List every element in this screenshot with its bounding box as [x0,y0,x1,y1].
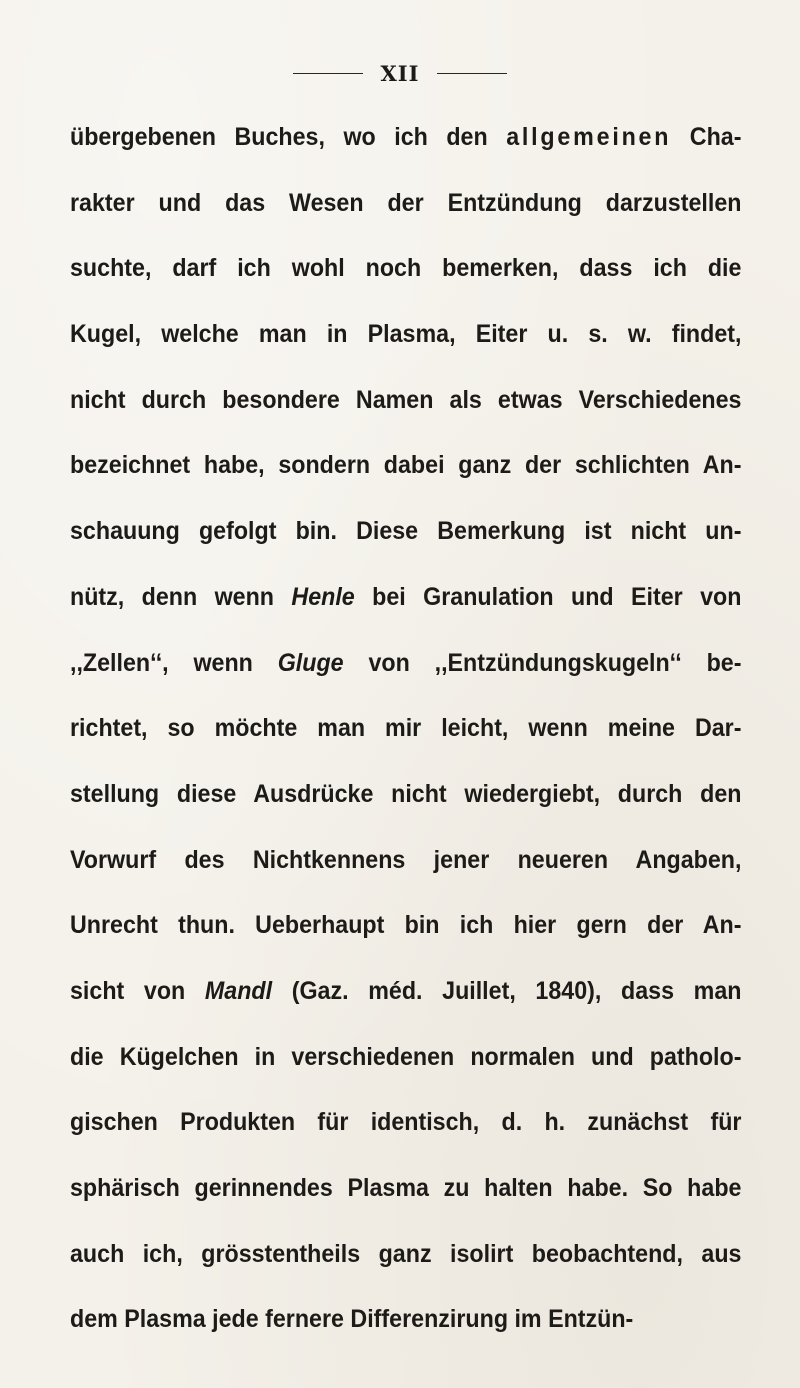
text-line: bezeichnet habe, sondern dabei ganz der schlichten An- [70,451,742,480]
text-line: Unrecht thun. Ueberhaupt bin ich hier gern der An- [70,911,742,940]
text-line: nicht durch besondere Namen als etwas Verschiedenes [70,385,742,414]
text-line: suchte, darf ich wohl noch bemerken, dass ich die [70,254,742,283]
page-number: XII [380,60,420,86]
text-line: die Kügelchen in verschiedenen normalen und patholo- [70,1042,742,1071]
text-line: Vorwurf des Nichtkennens jener neueren Angaben, [70,845,742,874]
text-line: Kugel, welche man in Plasma, Eiter u. s. w. findet, [70,320,742,349]
text-line: auch ich, grösstentheils ganz isolirt beobachtend, aus [70,1239,742,1268]
text-line: sicht von Mandl (Gaz. méd. Juillet, 1840), dass man [70,976,742,1005]
text-line: rakter und das Wesen der Entzündung darzustellen [70,188,742,217]
text-line: sphärisch gerinnendes Plasma zu halten habe. So habe [70,1174,742,1202]
page-header [0,58,800,88]
author-name: Henle [291,582,355,611]
header-rule-left [293,73,363,74]
author-name: Mandl [204,976,273,1005]
text-line: gischen Produkten für identisch, d. h. zunächst für [70,1108,742,1137]
text-line: richtet, so möchte man mir leicht, wenn meine Dar- [70,714,742,743]
text-line: dem Plasma jede fernere Differenzirung im Entzün- [70,1305,634,1334]
text-line: ,,Zellen‘‘, wenn Gluge von ,,Entzündungskugeln‘‘ be- [70,648,742,677]
text-line: schauung gefolgt bin. Diese Bemerkung ist nicht un- [70,517,742,546]
author-name: Gluge [277,648,344,677]
text-line: stellung diese Ausdrücke nicht wiedergiebt, durch den [70,779,742,808]
text-line: nütz, denn wenn Henle bei Granulation und Eiter von [70,582,742,611]
header-rule-right [437,73,507,74]
text-line: übergebenen Buches, wo ich den allgemeinen Cha- [70,123,742,151]
body-text [70,105,742,1353]
